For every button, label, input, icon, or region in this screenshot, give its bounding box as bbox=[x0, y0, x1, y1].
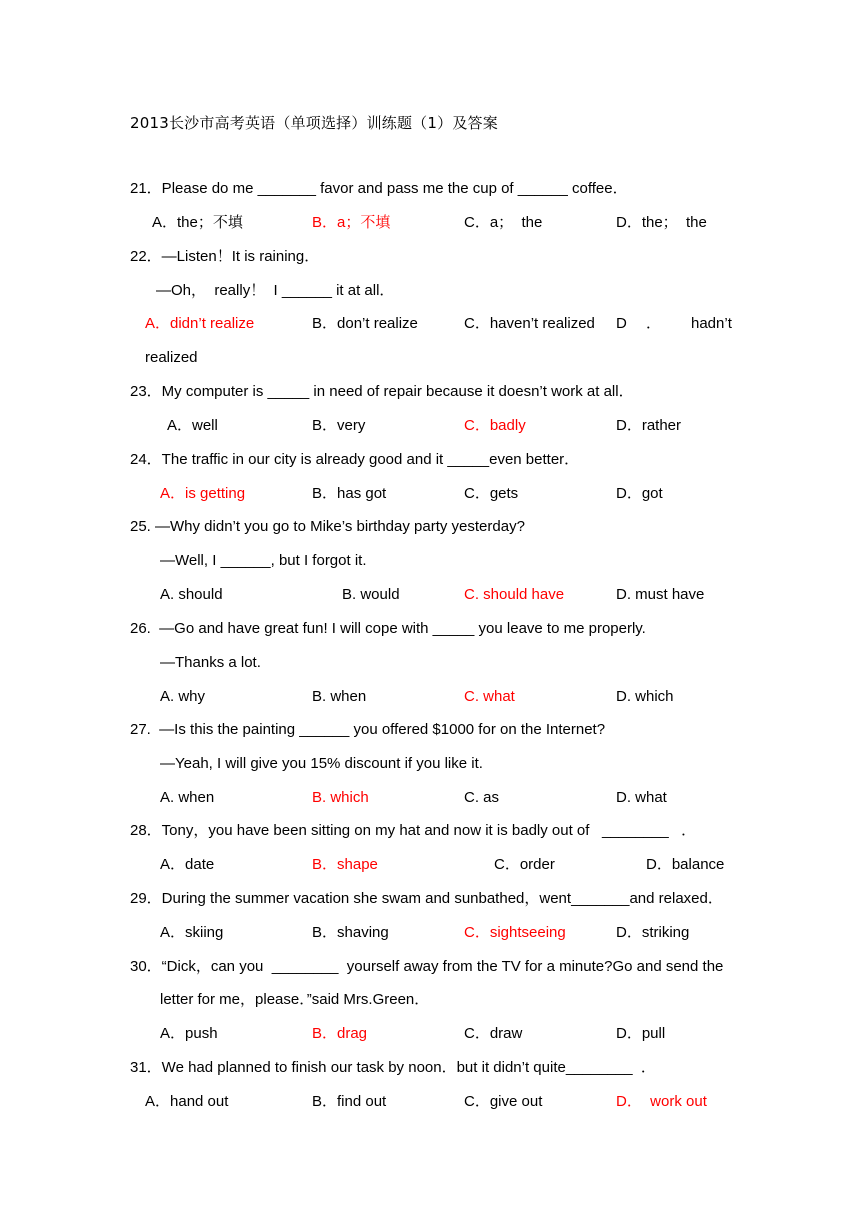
question-26-stem-2: —Thanks a lot. bbox=[160, 654, 261, 671]
question-27-option-c: C. as bbox=[464, 789, 500, 806]
question-28-option-b: B．shape bbox=[312, 856, 378, 873]
question-30-stem: 30．“Dick，can you ________ yourself away from the TV for a minute?Go and send the bbox=[130, 958, 724, 975]
question-21-stem: 21．Please do me _______ favor and pass me the cup of ______ coffee． bbox=[130, 180, 628, 197]
question-22-option-c: C．haven’t realized bbox=[464, 315, 595, 332]
question-29-option-b: B．shaving bbox=[312, 924, 389, 941]
question-29-option-a: A．skiing bbox=[160, 924, 224, 941]
question-22-option-d-text-2: realized bbox=[145, 349, 198, 366]
question-31-option-c: C．give out bbox=[464, 1093, 543, 1110]
question-29-option-d: D．striking bbox=[616, 924, 690, 941]
question-28-option-d: D．balance bbox=[646, 856, 725, 873]
question-22-option-a: A．didn’t realize bbox=[145, 315, 255, 332]
question-30-option-c: C．draw bbox=[464, 1025, 523, 1042]
question-22-option-d-text: hadn’t bbox=[691, 315, 732, 332]
question-25-stem: 25. —Why didn’t you go to Mike’s birthday party yesterday? bbox=[130, 518, 525, 535]
question-21-option-a: A．the；不填 bbox=[152, 214, 243, 231]
question-31-stem: 31．We had planned to finish our task by noon．but it didn’t quite________ ． bbox=[130, 1059, 656, 1076]
question-27-option-a: A. when bbox=[160, 789, 215, 806]
question-21-option-c: C．a； the bbox=[464, 214, 543, 231]
question-26-option-d: D. which bbox=[616, 688, 674, 705]
question-30-option-d: D．pull bbox=[616, 1025, 666, 1042]
question-21-option-d: D．the； the bbox=[616, 214, 707, 231]
question-23-option-d: D．rather bbox=[616, 417, 682, 434]
question-25-option-c: C. should have bbox=[464, 586, 565, 603]
question-29-option-c: C．sightseeing bbox=[464, 924, 566, 941]
question-22-stem: 22．—Listen！It is raining． bbox=[130, 248, 320, 265]
question-30-option-b: B．drag bbox=[312, 1025, 368, 1042]
question-22-stem-2: —Oh， really！ I ______ it at all． bbox=[156, 282, 395, 299]
question-28-stem: 28．Tony，you have been sitting on my hat and now it is badly out of ________ ． bbox=[130, 822, 697, 839]
question-23-option-c: C．badly bbox=[464, 417, 526, 434]
question-22-option-d-dot: ． bbox=[646, 315, 662, 332]
question-30-option-a: A．push bbox=[160, 1025, 218, 1042]
document-title: 2013长沙市高考英语（单项选择）训练题（1）及答案 bbox=[130, 114, 498, 132]
question-27-stem: 27. —Is this the painting ______ you offered $1000 for on the Internet? bbox=[130, 721, 606, 738]
question-23-option-a: A．well bbox=[167, 417, 218, 434]
question-22-option-b: B．don’t realize bbox=[312, 315, 418, 332]
question-23-option-b: B．very bbox=[312, 417, 366, 434]
question-31-option-d: D． work out bbox=[616, 1093, 707, 1110]
question-27-option-b: B. which bbox=[312, 789, 369, 806]
question-25-option-b: B. would bbox=[342, 586, 400, 603]
question-30-stem-2: letter for me，please．”said Mrs.Green． bbox=[160, 991, 430, 1008]
question-28-option-a: A．date bbox=[160, 856, 215, 873]
question-26-option-b: B. when bbox=[312, 688, 367, 705]
question-25-option-d: D. must have bbox=[616, 586, 705, 603]
question-26-option-c: C. what bbox=[464, 688, 515, 705]
question-24-option-c: C．gets bbox=[464, 485, 519, 502]
question-21-option-b: B．a；不填 bbox=[312, 214, 391, 231]
question-24-option-d: D．got bbox=[616, 485, 663, 502]
question-25-stem-2: —Well, I ______, but I forgot it. bbox=[160, 552, 367, 569]
question-23-stem: 23．My computer is _____ in need of repair because it doesn’t work at all． bbox=[130, 383, 634, 400]
question-31-option-b: B．find out bbox=[312, 1093, 387, 1110]
question-25-option-a: A. should bbox=[160, 586, 223, 603]
question-27-stem-2: —Yeah, I will give you 15% discount if you like it. bbox=[160, 755, 483, 772]
question-26-option-a: A. why bbox=[160, 688, 206, 705]
question-24-stem: 24．The traffic in our city is already good and it _____even better． bbox=[130, 451, 580, 468]
question-29-stem: 29．During the summer vacation she swam and sunbathed，went_______and relaxed． bbox=[130, 890, 723, 907]
question-28-option-c: C．order bbox=[494, 856, 555, 873]
question-24-option-a: A．is getting bbox=[160, 485, 246, 502]
question-27-option-d: D. what bbox=[616, 789, 667, 806]
question-26-stem: 26. —Go and have great fun! I will cope with _____ you leave to me properly. bbox=[130, 620, 646, 637]
question-31-option-a: A．hand out bbox=[145, 1093, 229, 1110]
question-22-option-d-letter: D bbox=[616, 315, 627, 332]
question-24-option-b: B．has got bbox=[312, 485, 387, 502]
